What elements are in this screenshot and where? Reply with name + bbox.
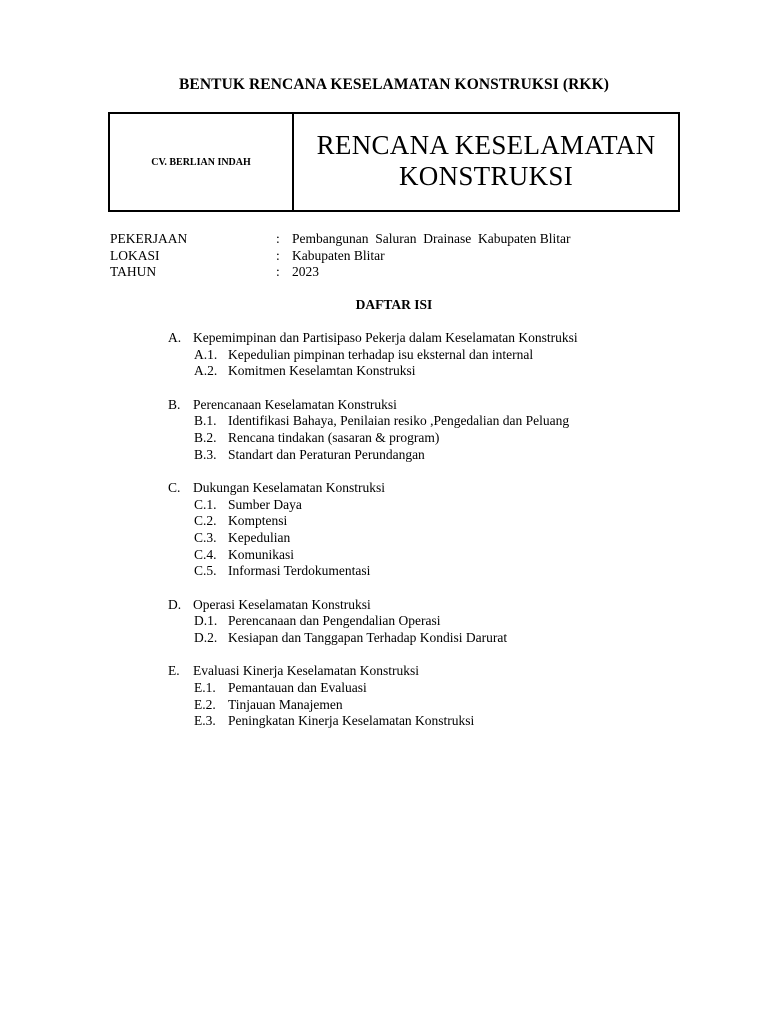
info-row-tahun — [110, 264, 571, 281]
toc-section-a — [168, 330, 578, 380]
item-code: B.1. — [194, 413, 217, 429]
item-label: Rencana tindakan (sasaran & program) — [228, 430, 440, 446]
item-label: Standart dan Peraturan Perundangan — [228, 446, 425, 462]
item-code: E.1. — [194, 680, 216, 696]
toc-item — [168, 697, 578, 714]
toc-section-d — [168, 597, 578, 647]
info-key: PEKERJAAN — [110, 231, 188, 246]
project-info — [110, 231, 571, 281]
info-value: Pembangunan Saluran Drainase Kabupaten Blitar — [292, 231, 571, 246]
item-label: Komitmen Keselamtan Konstruksi — [228, 363, 416, 379]
toc-item — [168, 563, 578, 580]
toc-section-c — [168, 480, 578, 580]
toc-item — [168, 713, 578, 730]
item-label: Peningkatan Kinerja Keselamatan Konstruksi — [228, 713, 475, 729]
item-label: Komunikasi — [228, 546, 294, 562]
toc-section-heading — [168, 397, 578, 414]
info-row-lokasi — [110, 248, 571, 265]
section-title: Kepemimpinan dan Partisipaso Pekerja dalam Keselamatan Konstruksi — [193, 330, 578, 345]
item-code: E.2. — [194, 696, 216, 712]
item-code: E.3. — [194, 713, 216, 729]
toc-item — [168, 347, 578, 364]
plan-title-line-1: RENCANA KESELAMATAN — [316, 130, 656, 160]
item-label: Kepedulian — [228, 530, 291, 546]
info-value: Kabupaten Blitar — [292, 247, 385, 263]
toc-section-b — [168, 397, 578, 464]
toc-item — [168, 613, 578, 630]
item-code: C.3. — [194, 530, 217, 546]
toc-item — [168, 547, 578, 564]
toc-title: DAFTAR ISI — [355, 297, 433, 312]
item-code: C.5. — [194, 563, 217, 579]
toc-section-e — [168, 663, 578, 730]
section-title: Operasi Keselamatan Konstruksi — [193, 596, 371, 612]
item-code: D.2. — [194, 630, 218, 646]
section-letter: B. — [168, 396, 181, 412]
item-label: Informasi Terdokumentasi — [228, 563, 371, 579]
plan-title — [294, 114, 678, 210]
section-letter: D. — [168, 596, 182, 612]
info-key: LOKASI — [110, 247, 160, 263]
toc-item — [168, 530, 578, 547]
toc-item — [168, 430, 578, 447]
item-code: C.4. — [194, 546, 217, 562]
item-code: A.2. — [194, 363, 218, 379]
item-label: Perencanaan dan Pengendalian Operasi — [228, 613, 441, 629]
item-label: Tinjauan Manajemen — [228, 696, 343, 712]
item-label: Komptensi — [228, 513, 288, 529]
item-label: Identifikasi Bahaya, Penilaian resiko ,Pengedalian dan Peluang — [228, 413, 570, 429]
toc-section-heading — [168, 597, 578, 614]
item-label: Pemantauan dan Evaluasi — [228, 680, 367, 696]
info-row-pekerjaan — [110, 231, 571, 248]
header-table — [108, 112, 680, 212]
item-code: A.1. — [194, 346, 218, 362]
toc-item — [168, 680, 578, 697]
item-code: C.2. — [194, 513, 217, 529]
toc-section-heading — [168, 330, 578, 347]
item-code: C.1. — [194, 496, 217, 512]
info-value: 2023 — [292, 264, 319, 280]
info-separator: : — [276, 264, 280, 280]
info-separator: : — [276, 231, 280, 246]
section-letter: E. — [168, 663, 180, 679]
toc-section-heading — [168, 663, 578, 680]
info-key: TAHUN — [110, 264, 157, 280]
info-separator: : — [276, 247, 280, 263]
section-title: Evaluasi Kinerja Keselamatan Konstruksi — [193, 663, 420, 679]
plan-title-line-2: KONSTRUKSI — [398, 161, 573, 191]
toc-item — [168, 630, 578, 647]
toc-item — [168, 497, 578, 514]
section-letter: A. — [168, 330, 182, 345]
table-of-contents — [168, 330, 578, 747]
item-code: B.3. — [194, 446, 217, 462]
toc-section-heading — [168, 480, 578, 497]
toc-item — [168, 447, 578, 464]
item-code: B.2. — [194, 430, 217, 446]
document-title: BENTUK RENCANA KESELAMATAN KONSTRUKSI (RKK) — [178, 76, 610, 93]
toc-item — [168, 513, 578, 530]
item-code: D.1. — [194, 613, 218, 629]
company-name: CV. BERLIAN INDAH — [110, 114, 294, 210]
item-label: Kepedulian pimpinan terhadap isu eksternal dan internal — [228, 346, 534, 362]
item-label: Sumber Daya — [228, 496, 302, 512]
section-title: Perencanaan Keselamatan Konstruksi — [193, 396, 397, 412]
toc-item — [168, 363, 578, 380]
section-title: Dukungan Keselamatan Konstruksi — [193, 480, 385, 495]
toc-item — [168, 413, 578, 430]
section-letter: C. — [168, 480, 181, 495]
item-label: Kesiapan dan Tanggapan Terhadap Kondisi Darurat — [228, 630, 508, 646]
